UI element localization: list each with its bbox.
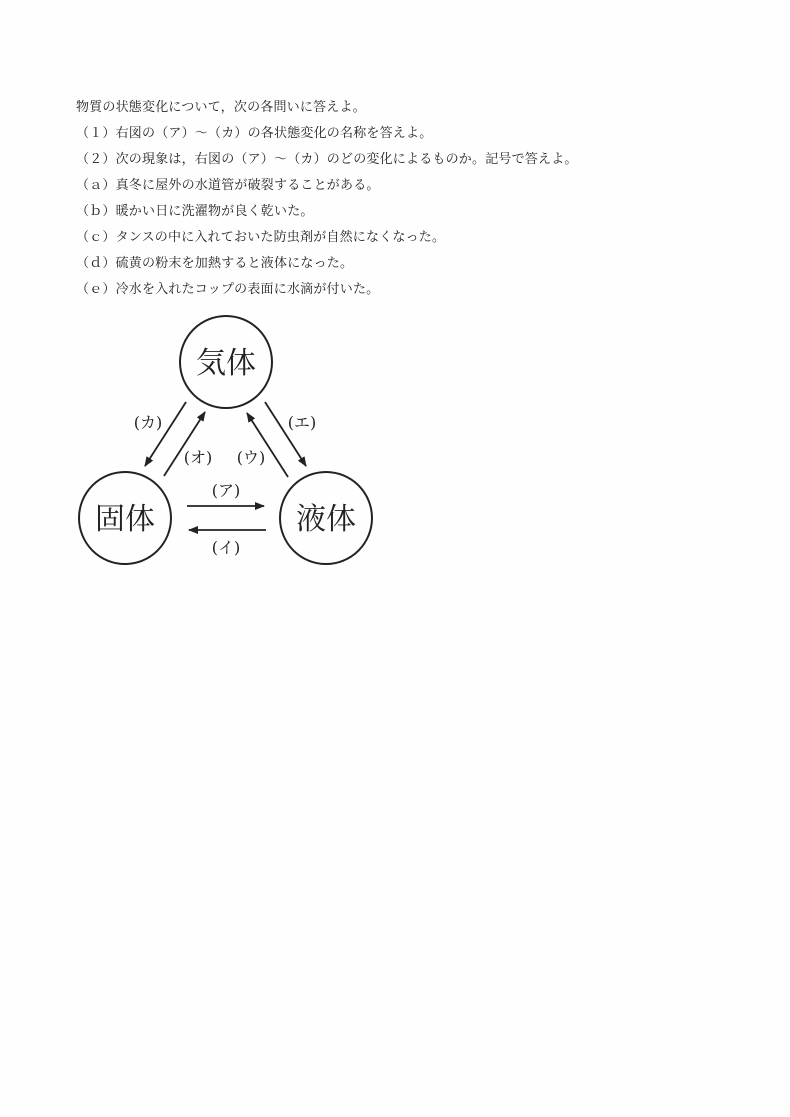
item-c: （ｃ）タンスの中に入れておいた防虫剤が自然になくなった。	[76, 230, 446, 245]
liquid-label: 液体	[296, 502, 356, 537]
item-e: （ｅ）冷水を入れたコップの表面に水滴が付いた。	[76, 282, 380, 297]
gas-label: 気体	[196, 346, 256, 381]
item-d: （ｄ）硫黄の粉末を加熱すると液体になった。	[76, 256, 354, 271]
label-i-freezing: (イ)	[211, 538, 241, 557]
label-e-condensation: (エ)	[287, 413, 317, 432]
gas-node	[180, 316, 272, 408]
solid-label: 固体	[95, 502, 155, 537]
item-a: （ａ）真冬に屋外の水道管が破裂することがある。	[76, 178, 380, 193]
question-intro: 物質の状態変化について，次の各問いに答えよ。	[76, 100, 366, 115]
item-b: （ｂ）暖かい日に洗濯物が良く乾いた。	[76, 204, 314, 219]
solid-node	[79, 472, 171, 564]
question-2: （２）次の現象は，右図の（ア）～（カ）のどの変化によるものか。記号で答えよ。	[76, 152, 578, 167]
label-o-sublimation: (オ)	[183, 448, 213, 467]
label-u-evaporation: (ウ)	[236, 448, 266, 467]
liquid-node	[280, 472, 372, 564]
arrow-gas-to-liquid	[265, 402, 306, 466]
arrow-gas-to-solid	[145, 402, 186, 466]
label-ka-deposition: (カ)	[133, 413, 163, 432]
question-1: （１）右図の（ア）～（カ）の各状態変化の名称を答えよ。	[76, 126, 433, 141]
label-a-melting: (ア)	[211, 481, 241, 500]
arrow-liquid-to-gas	[247, 413, 288, 477]
